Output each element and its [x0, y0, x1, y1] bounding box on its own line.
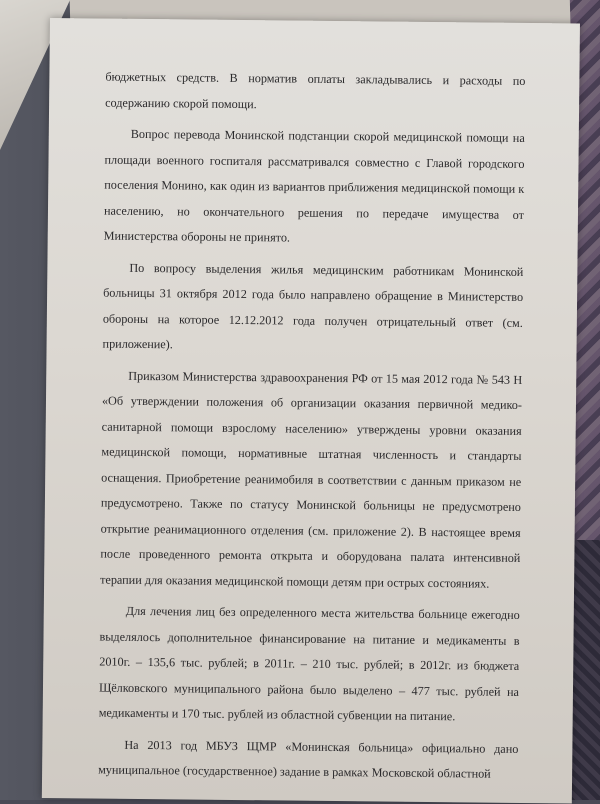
paragraph: По вопросу выделения жилья медицинским работникам Монинской больницы 31 октября 2012 года было направлено обращение в Министерство обороны на которое 12.12.2012 года получен отрицательный ответ (см. приложение). — [102, 260, 524, 352]
document-text — [98, 65, 526, 794]
paragraph: Вопрос перевода Монинской подстанции скорой медицинской помощи на площади военного госпиталя рассматривался совместно с Главой городского поселения Монино, как один из вариантов приближения медицинской помощи к населению, но окончательного решения по передаче имущества от Министерства обороны не принято. — [103, 126, 525, 245]
paragraph: Для лечения лиц без определенного места жительства больнице ежегодно выделялось дополнительное финансирование на питание и медикаменты в 2010г. – 135,6 тыс. рублей; в 2011г. – 210 тыс. рублей; в 2012г. из бюджета Щёлковского муниципального района было выделено – 477 тыс. рублей на медикаменты и 170 тыс. рублей из областной субвенции на питание. — [98, 603, 520, 724]
paragraph: На 2013 год МБУЗ ЩМР «Монинская больница» официально дано муниципальное (государственное) задание в рамках Московской областной — [98, 737, 519, 781]
paragraph: Приказом Министерства здравоохранения РФ от 15 мая 2012 года № 543 Н «Об утверждении положения об организации оказания первичной медико-санитарной помощи взрослому населению» утверждены уровни оказания медицинской помощи, нормативные штатная численность и стандарты оснащения. Приобретение реанимобиля в соответствии с данным приказом не предусмотрено. Также по статусу Монинской больницы не предусмотрено открытие реанимационного отделения (см. приложение 2). В настоящее время после проведенного ремонта открыта и оборудована палата интенсивной терапии для оказания медицинской помощи детям при острых состояниях. — [100, 368, 523, 591]
document-page — [42, 18, 580, 804]
paragraph: бюджетных средств. В норматив оплаты закладывались и расходы по содержанию скорой помощи. — [105, 69, 526, 111]
